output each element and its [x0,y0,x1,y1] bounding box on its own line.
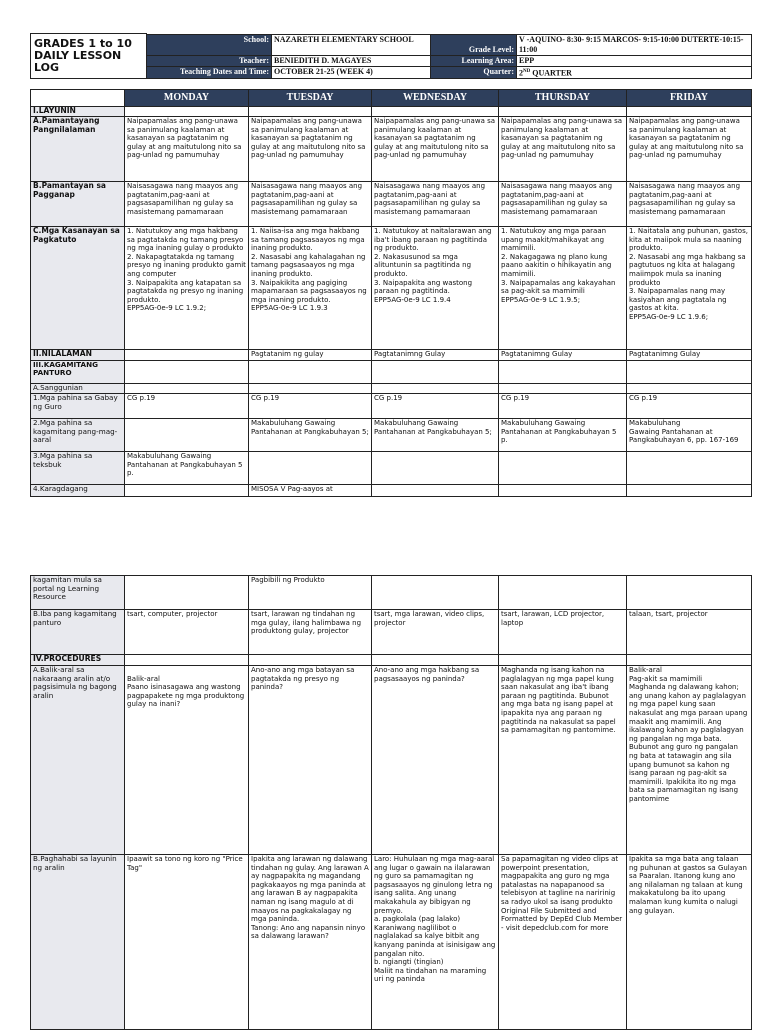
cell-iba-wednesday: tsart, mga larawan, video clips, projector [372,610,499,655]
section-nilalaman: II.NILALAMAN [31,350,125,361]
cell-a-thursday: Naipapamalas ang pang-unawa sa panimulang kaalaman at kasanayan sa pagtatanim ng gulay at ang maitutulong nito sa pag-unlad ng pamumuhay [499,117,627,182]
row-label-kasanayan-sa-pagkatuto: C.Mga Kasanayan sa Pagkatuto [31,227,125,350]
teacher-value: BENIEDITH D. MAGAYES [272,55,431,66]
cell-paghahabi-friday: Ipakita sa mga bata ang talaan ng puhunan at gastos sa Gulayan sa Paaralan. Itanong kung ano ang nilalaman ng talaan at kung makakatulong ba ito upang malaman kung kumita o nalugi ang gulayan. [627,855,752,1030]
cell-iba-thursday: tsart, larawan, LCD projector, laptop [499,610,627,655]
cell-balik-thursday: Maghanda ng isang kahon na paglalagyan ng mga papel kung saan nakasulat ang iba't ibang paraan ng pagtitinda. Bubunot ang mga bata ng isang papel at ipapakita nya ang paraan ng pagtitinda na nakasulat sa papel sa pamamagitan ng pantomime. [499,666,627,855]
cell-kagamitan-thursday: Makabuluhang Gawaing Pantahanan at Pangkabuhayan 5 p. [499,419,627,452]
cell-iba-tuesday: tsart, larawan ng tindahan ng mga gulay, ilang halimbawa ng produktong gulay, projector [249,610,372,655]
dates-value: OCTOBER 21-25 (WEEK 4) [272,66,431,79]
cell-karagdagang-thursday [499,485,627,497]
quarter-value: 2ND QUARTER [517,66,752,79]
cell-balik-tuesday: Ano-ano ang mga batayan sa pagtatakda ng presyo ng paninda? [249,666,372,855]
section-procedures: IV.PROCEDURES [31,655,125,666]
row-label-pamantayang-pangnilalaman: A.Pamantayang Pangnilalaman [31,117,125,182]
cell-b-wednesday: Naisasagawa nang maayos ang pagtatanim,pag-aani at pagsasapamilihan ng gulay sa masistemang pamamaraan [372,182,499,227]
cell-b-thursday: Naisasagawa nang maayos ang pagtatanim,pag-aani at pagsasapamilihan ng gulay sa masistemang pamamaraan [499,182,627,227]
cell-a-tuesday: Naipapamalas ang pang-unawa sa panimulang kaalaman at kasanayan sa pagtatanim ng gulay at ang maitutulong nito sa pag-unlad ng pamumuhay [249,117,372,182]
cell-karagdagang-cont-wednesday [372,576,499,610]
cell-kagamitan-tuesday: Makabuluhang Gawaing Pantahanan at Pangkabuhayan 5; [249,419,372,452]
day-header-friday: FRIDAY [627,90,752,107]
lesson-log-table-part2 [30,575,752,1030]
school-label: School: [147,34,272,55]
row-label-karagdagang-cont: kagamitan mula sa portal ng Learning Resource [31,576,125,610]
lesson-log-table-part1 [30,89,752,497]
cell-c-monday: 1. Natutukoy ang mga hakbang sa pagtatakda ng tamang presyo ng mga inaning gulay o produkto 2. Nakapagtatakda ng tamang presyo ng inaning produkto gamit ang computer 3. Naipapakita ang katapatan sa pagtatakda ng presyo ng inaning produkto. EPP5AG-0e-9 LC 1.9.2; [125,227,249,350]
cell-gabay-friday: CG p.19 [627,394,752,419]
document-title: GRADES 1 to 10 DAILY LESSON LOG [31,34,147,79]
cell-c-wednesday: 1. Natutukoy at naitalarawan ang iba't ibang paraan ng pagtitinda ng produkto. 2. Nakasusunod sa mga alituntunin sa pagtitinda ng produkto. 3. Naipapakita ang wastong paraan ng pagtitinda. EPP5AG-0e-9 LC 1.9.4 [372,227,499,350]
cell-paghahabi-tuesday: Ipakita ang larawan ng dalawang tindahan ng gulay. Ang larawan A ay nagpapakita ng magandang pagkakaayos ng mga paninda at ang larawan B ay nagpapakita naman ng isang magulo at di maayos na pagkakalagay ng mga paninda. Tanong: Ano ang napansin ninyo sa dalawang larawan? [249,855,372,1030]
cell-b-monday: Naisasagawa nang maayos ang pagtatanim,pag-aani at pagsasapamilihan ng gulay sa masistemang pamamaraan [125,182,249,227]
cell-c-friday: 1. Naitatala ang puhunan, gastos, kita at maiipok mula sa naaning produkto. 2. Nasasabi ang mga hakbang sa pagtutuos ng kita at halagang maiimpok mula sa inaning produkto 3. Naipapamalas nang may kasiyahan ang pagtatala ng gastos at kita. EPP5AG-0e-9 LC 1.9.6; [627,227,752,350]
cell-a-friday: Naipapamalas ang pang-unawa sa panimulang kaalaman at kasanayan sa pagtatanim ng gulay at ang maitutulong nito sa pag-unlad ng pamumuhay [627,117,752,182]
learning-area-label: Learning Area: [431,55,517,66]
cell-b-tuesday: Naisasagawa nang maayos ang pagtatanim,pag-aani at pagsasapamilihan ng gulay sa masistemang pamamaraan [249,182,372,227]
cell-nilalaman-wednesday: Pagtatanimng Gulay [372,350,499,361]
cell-balik-monday: Balik-aral Paano isinasagawa ang wastong pagpapakete ng mga produktong gulay na inani? [125,666,249,855]
cell-paghahabi-monday: Ipaawit sa tono ng koro ng "Price Tag" [125,855,249,1030]
dates-label: Teaching Dates and Time: [147,66,272,79]
cell-gabay-thursday: CG p.19 [499,394,627,419]
cell-teksbuk-monday: Makabuluhang Gawaing Pantahanan at Pangkabuhayan 5 p. [125,452,249,485]
school-value: NAZARETH ELEMENTARY SCHOOL [272,34,431,55]
cell-kagamitan-wednesday: Makabuluhang Gawaing Pantahanan at Pangkabuhayan 5; [372,419,499,452]
cell-iba-monday: tsart, computer, projector [125,610,249,655]
day-header-monday: MONDAY [125,90,249,107]
header-table [30,33,752,79]
cell-kagamitan-monday [125,419,249,452]
cell-a-monday: Naipapamalas ang pang-unawa sa panimulang kaalaman at kasanayan sa pagtatanim ng gulay at ang maitutulong nito sa pag-unlad ng pamumuhay [125,117,249,182]
teacher-label: Teacher: [147,55,272,66]
section-layunin: I.LAYUNIN [31,107,125,117]
cell-nilalaman-thursday: Pagtatanimng Gulay [499,350,627,361]
section-kagamitang-panturo: III.KAGAMITANG PANTURO [31,361,125,384]
row-label-pamantayan-sa-pagganap: B.Pamantayan sa Pagganap [31,182,125,227]
cell-teksbuk-friday [627,452,752,485]
cell-kagamitan-friday: Makabuluhang Gawaing Pantahanan at Pangkabuhayan 6, pp. 167-169 [627,419,752,452]
cell-paghahabi-thursday: Sa papamagitan ng video clips at powerpoint presentation, magpapakita ang guro ng mga patalastas na napapanood sa telebisyon at tagline na naririnig sa radyo ukol sa isang produkto Original File Submitted and Formatted by DepEd Club Member - visit depedclub.com for more [499,855,627,1030]
cell-c-thursday: 1. Natutukoy ang mga paraan upang maakit/mahikayat ang mamimili. 2. Nakagagawa ng plano kung paano aakitin o hihikayatin ang mamimili. 3. Naipapamalas ang kakayahan sa pag-akit sa mamimili EPP5AG-0e-9 LC 1.9.5; [499,227,627,350]
row-label-balik-aral: A.Balik-aral sa nakaraang aralin at/o pagsisimula ng bagong aralin [31,666,125,855]
day-header-wednesday: WEDNESDAY [372,90,499,107]
cell-karagdagang-wednesday [372,485,499,497]
cell-b-friday: Naisasagawa nang maayos ang pagtatanim,pag-aani at pagsasapamilihan ng gulay sa masistemang pamamaraan [627,182,752,227]
learning-area-value: EPP [517,55,752,66]
cell-paghahabi-wednesday: Laro: Huhulaan ng mga mag-aaral ang lugar o gawain na ilalarawan ng guro sa pamamagitan ng pagsasaayos ng ginulong letra ng isang salita. Ang unang makakahula ay bibigyan ng premyo. a. pagkolala (pag lalako) Karaniwang naglilibot o naglalakad sa kalye bitbit ang kanyang paninda at isinisigaw ang pangalan nito. b. ngiangti (tingian) Maliit na tindahan na maraming uri ng paninda [372,855,499,1030]
row-label-kagamitang-pang-mag-aaral: 2.Mga pahina sa kagamitang pang-mag-aaral [31,419,125,452]
cell-balik-friday: Balik-aral Pag-akit sa mamimili Maghanda ng dalawang kahon; ang unang kahon ay paglalagyan ng mga papel kung saan nakasulat ang mga paraan upang maakit ang mamimili. Ang ikalawang kahon ay paglalagyan ng pangalan ng mga bata. Bubunot ang guro ng pangalan ng bata at tatawagin ang sila upang bumunot sa kahon ng isang paraan ng pag-akit sa mamimili. Ipakikita ito ng mga bata sa pamamagitan ng isang pantomime [627,666,752,855]
cell-teksbuk-tuesday [249,452,372,485]
cell-karagdagang-cont-monday [125,576,249,610]
row-label-karagdagang: 4.Karagdagang [31,485,125,497]
cell-gabay-monday: CG p.19 [125,394,249,419]
day-header-thursday: THURSDAY [499,90,627,107]
row-label-teksbuk: 3.Mga pahina sa teksbuk [31,452,125,485]
cell-karagdagang-tuesday: MISOSA V Pag-aayos at [249,485,372,497]
cell-nilalaman-friday: Pagtatanimng Gulay [627,350,752,361]
row-label-gabay-ng-guro: 1.Mga pahina sa Gabay ng Guro [31,394,125,419]
cell-karagdagang-cont-tuesday: Pagbibili ng Produkto [249,576,372,610]
day-header-tuesday: TUESDAY [249,90,372,107]
cell-karagdagang-cont-thursday [499,576,627,610]
cell-gabay-wednesday: CG p.19 [372,394,499,419]
row-label-paghahabi: B.Paghahabi sa layunin ng aralin [31,855,125,1030]
cell-teksbuk-wednesday [372,452,499,485]
row-label-sanggunian: A.Sanggunian [31,384,125,394]
row-label-iba-pang-kagamitan: B.Iba pang kagamitang panturo [31,610,125,655]
grade-level-label: Grade Level: [431,34,517,55]
cell-karagdagang-monday [125,485,249,497]
cell-nilalaman-monday [125,350,249,361]
cell-balik-wednesday: Ano-ano ang mga hakbang sa pagsasaayos ng paninda? [372,666,499,855]
cell-teksbuk-thursday [499,452,627,485]
cell-gabay-tuesday: CG p.19 [249,394,372,419]
cell-iba-friday: talaan, tsart, projector [627,610,752,655]
corner-cell [31,90,125,107]
cell-karagdagang-friday [627,485,752,497]
cell-nilalaman-tuesday: Pagtatanim ng gulay [249,350,372,361]
quarter-label: Quarter: [431,66,517,79]
cell-c-tuesday: 1. Naiisa-isa ang mga hakbang sa tamang pagsasaayos ng mga inaning produkto. 2. Nasasabi ang kahalagahan ng tamang pagsasaayos ng mga inaning produkto. 3. Naipakikita ang pagiging mapamaraan sa pagsasaayos ng mga inaning produkto. EPP5AG-0e-9 LC 1.9.3 [249,227,372,350]
cell-a-wednesday: Naipapamalas ang pang-unawa sa panimulang kaalaman at kasanayan sa pagtatanim ng gulay at ang maitutulong nito sa pag-unlad ng pamumuhay [372,117,499,182]
grade-level-value: V -AQUINO- 8:30- 9:15 MARCOS- 9:15-10:00 DUTERTE-10:15-11:00 [517,34,752,55]
cell-karagdagang-cont-friday [627,576,752,610]
